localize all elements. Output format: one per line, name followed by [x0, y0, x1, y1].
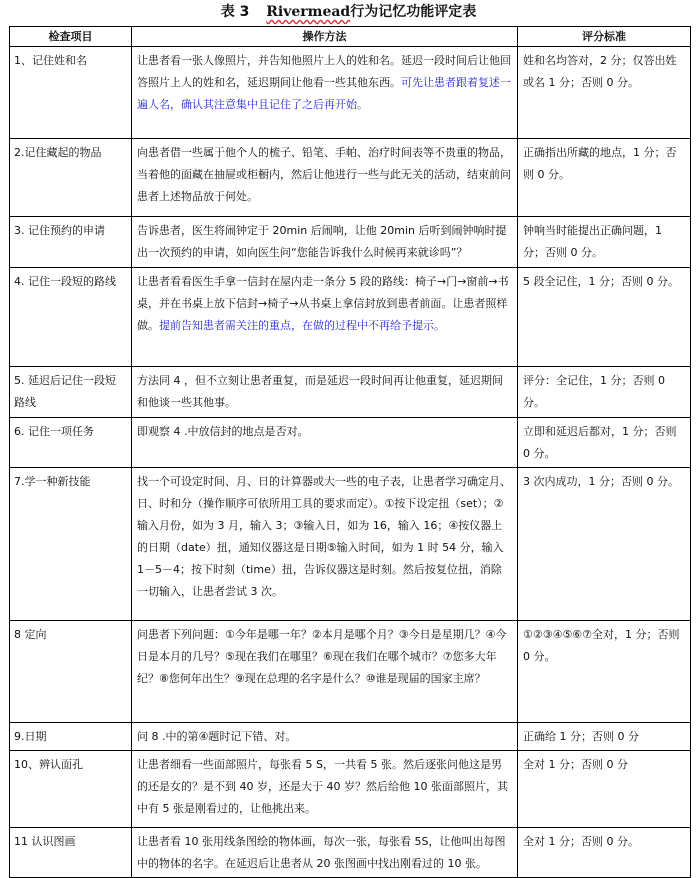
table-row	[10, 367, 691, 418]
row-score: 正确给 1 分；否则 0 分	[518, 723, 691, 751]
row-score: 全对 1 分；否则 0 分	[518, 751, 691, 828]
row-method	[132, 723, 518, 751]
row-score: 5 段全记住，1 分；否则 0 分。	[518, 268, 691, 367]
row-method	[132, 139, 518, 217]
table-row	[10, 751, 691, 828]
title-rest: 行为记忆功能评定表	[350, 4, 477, 20]
table-row	[10, 828, 691, 878]
row-item: 10、辨认面孔	[10, 751, 132, 828]
row-method	[132, 217, 518, 268]
assessment-table	[9, 26, 691, 878]
method-text: 问 8 .中的第④题时记下错、对。	[137, 730, 297, 743]
header-row	[10, 27, 691, 47]
row-score: 全对 1 分；否则 0 分。	[518, 828, 691, 878]
title-latin: Rivermead	[266, 4, 351, 20]
table-row	[10, 217, 691, 268]
row-method	[132, 47, 518, 139]
row-item: 5. 延迟后记住一段短路线	[10, 367, 132, 418]
method-text: 方法同 4 ，但不立刻让患者重复，而是延迟一段时间再让他重复，延迟期间和他谈一些其他事。	[137, 374, 503, 409]
row-score: 姓和名均答对，2 分；仅答出姓或名 1 分；否则 0 分。	[518, 47, 691, 139]
row-item: 7.学一种新技能	[10, 468, 132, 621]
row-method	[132, 367, 518, 418]
method-note: 提前告知患者需关注的重点，在做的过程中不再给予提示。	[159, 319, 445, 332]
row-item: 6. 记住一项任务	[10, 418, 132, 468]
method-text: 让患者看看医生手拿一信封在屋内走一条分 5 段的路线：椅子→门→窗前→书桌，并在书桌上放下信封→椅子→从书桌上拿信封放到患者前面。让患者照样做。	[137, 275, 509, 332]
row-method	[132, 418, 518, 468]
header-item: 检查项目	[10, 27, 132, 47]
row-item: 1、记住姓和名	[10, 47, 132, 139]
row-method	[132, 621, 518, 723]
table-title	[0, 0, 697, 26]
table-row	[10, 268, 691, 367]
row-method	[132, 268, 518, 367]
table-row	[10, 621, 691, 723]
row-score: 正确指出所藏的地点，1 分；否则 0 分。	[518, 139, 691, 217]
table-row	[10, 723, 691, 751]
method-text: 让患者细看一些面部照片，每张看 5 S，一共看 5 张。然后逐张问他这是男的还是女的？是不到 40 岁，还是大于 40 岁？然后给他 10 张面部照片，其中有 5 张是刚看过的，让他挑出来。	[137, 758, 508, 815]
table-row	[10, 468, 691, 621]
row-score: 钟响当时能提出正确问题，1 分；否则 0 分。	[518, 217, 691, 268]
method-text: 找一个可设定时间、月、日的计算器或大一些的电子表，让患者学习确定月、日、时和分（操作顺序可依所用工具的要求而定）。①按下设定扭（set）；②输入月份，如为 3 月，输入 3；③输入日，如为 16，输入 16；④按仪器上的日期（date）扭，通知仪器这是日期⑤输入时间，如为 1 时 54 分，输入 1－5－4；按下时刻（time）扭，告诉仪器这是时刻。然后按复位扭，消除一切输入，让患者尝试 3 次。	[137, 475, 511, 598]
row-score: 立即和延迟后都对，1 分；否则 0 分。	[518, 418, 691, 468]
table-row	[10, 418, 691, 468]
method-text: 问患者下列问题：①今年是哪一年？②本月是哪个月？③今日是星期几？④今日是本月的几号？⑤现在我们在哪里？⑥现在我们在哪个城市？⑦您多大年纪？⑧您何年出生？⑨现在总理的名字是什么？⑩谁是现届的国家主席？	[137, 628, 507, 685]
row-item: 2.记住藏起的物品	[10, 139, 132, 217]
row-item: 3. 记住预约的申请	[10, 217, 132, 268]
method-text: 告诉患者，医生将闹钟定于 20min 后闹响，让他 20min 后听到闹钟响时提出一次预约的申请，如向医生问“您能告诉我什么时候再来就诊吗”？	[137, 224, 507, 259]
row-method	[132, 828, 518, 878]
table-row	[10, 139, 691, 217]
row-score: 评分：全记住，1 分；否则 0 分。	[518, 367, 691, 418]
header-method: 操作方法	[132, 27, 518, 47]
row-item: 4. 记住一段短的路线	[10, 268, 132, 367]
header-score: 评分标准	[518, 27, 691, 47]
table-number: 表 3	[220, 4, 250, 20]
row-item: 9.日期	[10, 723, 132, 751]
method-text: 让患者看 10 张用线条图绘的物体画，每次一张，每张看 5S，让他叫出每图中的物体的名字。在延迟后让患者从 20 张图画中找出刚看过的 10 张。	[137, 835, 506, 870]
row-score: ①②③④⑤⑥⑦全对，1 分；否则 0 分。	[518, 621, 691, 723]
method-text: 向患者借一些属于他个人的梳子、铅笔、手帕、治疗时间表等不贵重的物品，当着他的面藏在抽屉或柜橱内，然后让他进行一些与此无关的活动，结束前问患者上述物品放于何处。	[137, 146, 511, 203]
row-method	[132, 468, 518, 621]
row-score: 3 次内成功，1 分；否则 0 分。	[518, 468, 691, 621]
method-note: 可先让患者跟着复述一遍人名，确认其注意集中且记住了之后再开始。	[137, 76, 511, 111]
row-item: 11 认识图画	[10, 828, 132, 878]
table-row	[10, 47, 691, 139]
row-method	[132, 751, 518, 828]
method-text: 让患者看一张人像照片，并告知他照片上人的姓和名。延迟一段时间后让他回答照片上人的姓和名，延迟期间让他看一些其他东西。	[137, 54, 511, 89]
row-item: 8 定向	[10, 621, 132, 723]
method-text: 即观察 4 .中放信封的地点是否对。	[137, 425, 309, 438]
